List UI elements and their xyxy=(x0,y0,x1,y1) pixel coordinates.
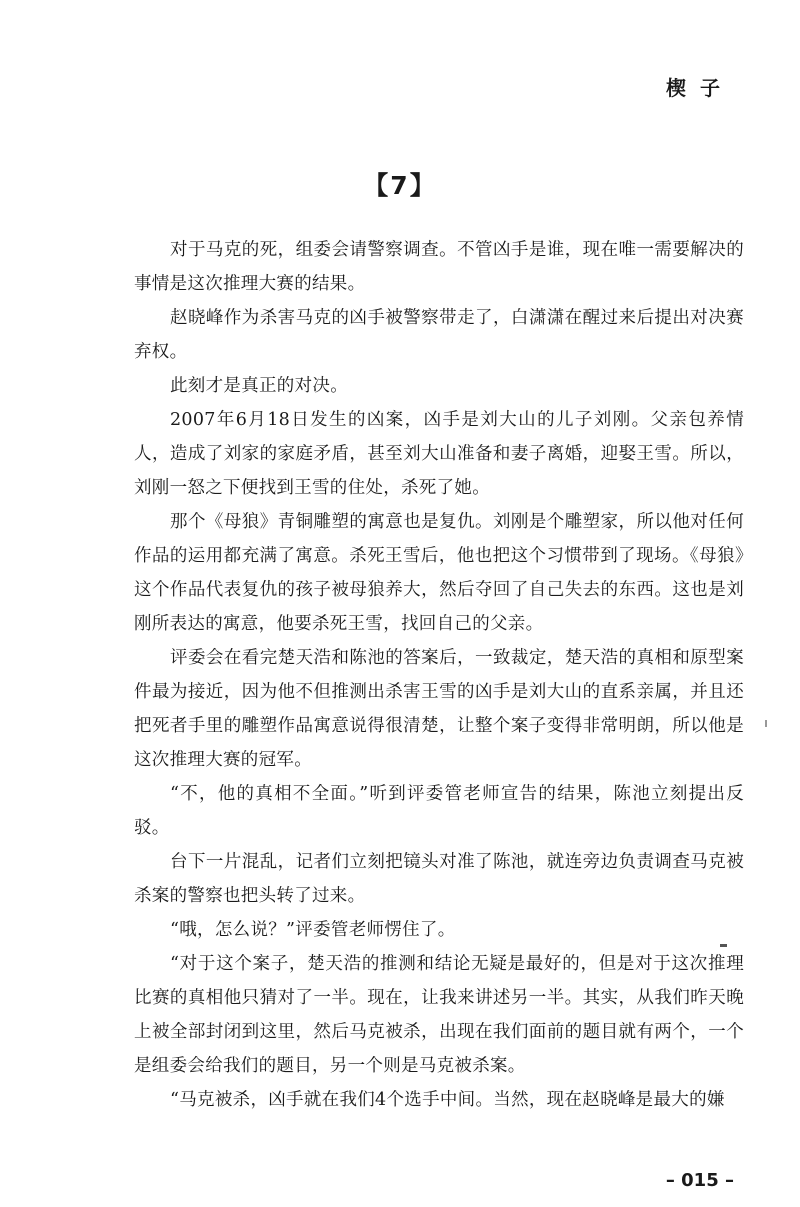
paragraph-9: “哦，怎么说？”评委管老师愣住了。 xyxy=(170,920,456,940)
scan-speck xyxy=(765,720,767,727)
chapter-heading: 【7】 xyxy=(363,171,437,200)
running-header-title: 楔子 xyxy=(666,76,734,100)
paragraph-3: 此刻才是真正的对决。 xyxy=(170,376,348,396)
paragraph-11: “马克被杀，凶手就在我们4个选手中间。当然，现在赵晓峰是最大的嫌 xyxy=(170,1090,725,1110)
paragraph-6: 评委会在看完楚天浩和陈池的答案后，一致裁定，楚天浩的真相和原型案件最为接近，因为他不但推测出杀害王雪的凶手是刘大山的直系亲属，并且还把死者手里的雕塑作品寓意说得很清楚，让整个案子变得非常明朗，所以他是这次推理大赛的冠军。 xyxy=(134,648,744,770)
paragraph-5: 那个《母狼》青铜雕塑的寓意也是复仇。刘刚是个雕塑家，所以他对任何作品的运用都充满了寓意。杀死王雪后，他也把这个习惯带到了现场。《母狼》这个作品代表复仇的孩子被母狼养大，然后夺回了自己失去的东西。这也是刘刚所表达的寓意，他要杀死王雪，找回自己的父亲。 xyxy=(134,512,744,634)
page-number: – 015 – xyxy=(665,1170,734,1191)
paragraph-8: 台下一片混乱，记者们立刻把镜头对准了陈池，就连旁边负责调查马克被杀案的警察也把头转了过来。 xyxy=(134,852,744,906)
paragraph-7: “不，他的真相不全面。”听到评委管老师宣告的结果，陈池立刻提出反驳。 xyxy=(134,784,744,838)
body-text xyxy=(134,233,744,1117)
paragraph-10: “对于这个案子，楚天浩的推测和结论无疑是最好的，但是对于这次推理比赛的真相他只猜对了一半。现在，让我来讲述另一半。其实，从我们昨天晚上被全部封闭到这里，然后马克被杀，出现在我们面前的题目就有两个，一个是组委会给我们的题目，另一个则是马克被杀案。 xyxy=(134,954,744,1076)
paragraph-4: 2007年6月18日发生的凶案，凶手是刘大山的儿子刘刚。父亲包养情人，造成了刘家的家庭矛盾，甚至刘大山准备和妻子离婚，迎娶王雪。所以，刘刚一怒之下便找到王雪的住处，杀死了她。 xyxy=(134,410,744,498)
paragraph-1: 对于马克的死，组委会请警察调查。不管凶手是谁，现在唯一需要解决的事情是这次推理大赛的结果。 xyxy=(134,240,744,294)
scan-speck xyxy=(720,944,727,947)
paragraph-2: 赵晓峰作为杀害马克的凶手被警察带走了，白潇潇在醒过来后提出对决赛弃权。 xyxy=(134,308,744,362)
